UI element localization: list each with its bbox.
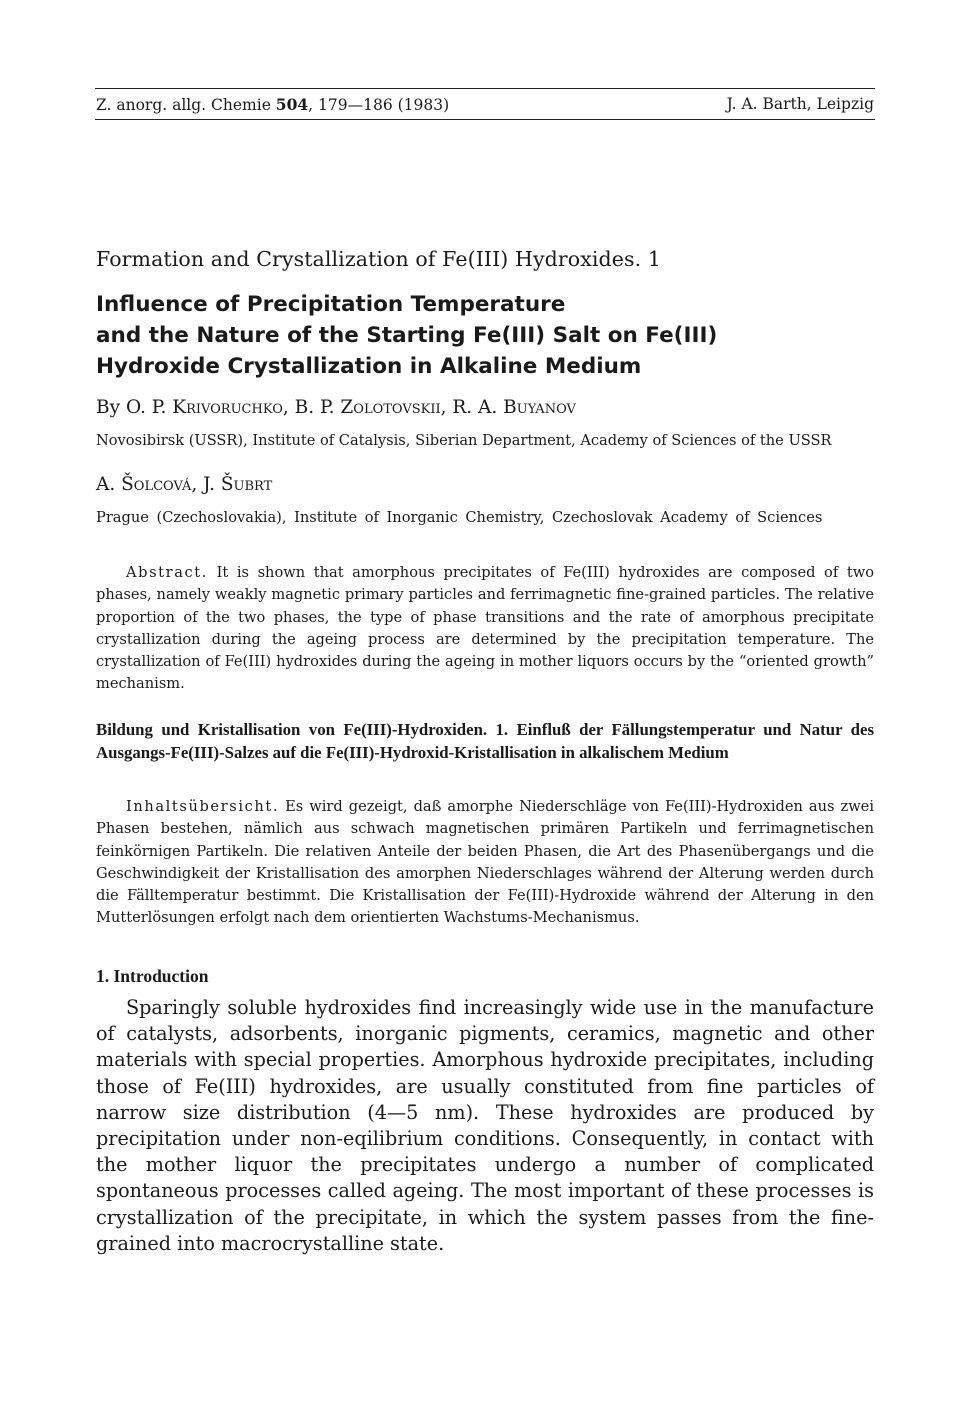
article-title: [96, 289, 874, 382]
abstract: [96, 562, 874, 696]
authors-prefix: By: [96, 397, 126, 418]
title-line: and the Nature of the Starting Fe(III) Salt on Fe(III): [96, 323, 718, 348]
section-heading: 1. Introduction: [96, 966, 209, 986]
journal-pages-year: , 179—186 (1983): [308, 96, 450, 114]
title-line: Influence of Precipitation Temperature: [96, 292, 566, 317]
affiliation-2: Prague (Czechoslovakia), Institute of Inorganic Chemistry, Czechoslovak Academy of Sciences: [96, 509, 823, 526]
running-header: [96, 95, 874, 114]
introduction-paragraph: Sparingly soluble hydroxides find increasingly wide use in the manufacture of catalysts, adsorbents, inorganic pigments, ceramics, magnetic and other materials with special properties. Amorphous hydroxide precipitates, including those of Fe(III) hydroxides, are usually constituted from fine particles of narrow size distribution (4—5 nm). These hydroxides are produced by precipitation under non-eqilibrium conditions. Consequently, in contact with the mother liquor the precipitates undergo a number of complicated spontaneous processes called ageing. The most important of these processes is crystallization of the precipitate, in which the system passes from the fine-grained into macrocrystalline state.: [96, 996, 874, 1255]
german-title: Bildung und Kristallisation von Fe(III)-Hydroxiden. 1. Einfluß der Fällungstemperatur und Natur des Ausgangs-Fe(III)-Salzes auf die Fe(III)-Hydroxid-Kristallisation in alkalischem Medium: [96, 720, 874, 762]
title-line: Hydroxide Crystallization in Alkaline Medium: [96, 354, 642, 379]
series-title: Formation and Crystallization of Fe(III) Hydroxides. 1: [96, 247, 661, 271]
header-rule-top: [95, 88, 875, 89]
german-abstract-label: Inhaltsübersicht.: [126, 798, 280, 815]
author-list-1: [96, 397, 874, 418]
publisher: J. A. Barth, Leipzig: [726, 95, 874, 113]
journal-volume: 504: [275, 95, 309, 114]
author-names-1: O. P. Krivoruchko, B. P. Zolotovskii, R. A. Buyanov: [125, 397, 576, 418]
abstract-label: Abstract.: [126, 564, 208, 581]
german-abstract: [96, 796, 874, 930]
journal-citation: [96, 95, 449, 114]
abstract-text: It is shown that amorphous precipitates of Fe(III) hydroxides are composed of two phases, namely weakly magnetic primary particles and ferrimagnetic fine-grained particles. The relative proportion of the two phases, the type of phase transitions and the rate of amorphous precipitate crystallization during the ageing process are determined by the precipitation temperature. The crystallization of Fe(III) hydroxides during the ageing in mother liquors occurs by the “oriented growth” mechanism.: [96, 564, 874, 693]
author-list-2: A. Šolcová, J. Šubrt: [96, 474, 273, 495]
affiliation-1: Novosibirsk (USSR), Institute of Catalysis, Siberian Department, Academy of Sciences of the USSR: [96, 432, 832, 449]
journal-name: Z. anorg. allg. Chemie: [96, 96, 276, 114]
german-abstract-text: Es wird gezeigt, daß amorphe Niederschläge von Fe(III)-Hydroxiden aus zwei Phasen bestehen, nämlich aus schwach magnetischen primären Partikeln und ferrimagnetischen feinkörnigen Partikeln. Die relativen Anteile der beiden Phasen, die Art des Phasenübergangs und die Geschwindigkeit der Kristallisation des amorphen Niederschlages während der Alterung werden durch die Fälltemperatur bestimmt. Die Kristallisation der Fe(III)-Hydroxide während der Alterung in den Mutterlösungen erfolgt nach dem orientierten Wachstums-Mechanismus.: [96, 798, 874, 927]
header-rule-bottom: [95, 119, 875, 120]
